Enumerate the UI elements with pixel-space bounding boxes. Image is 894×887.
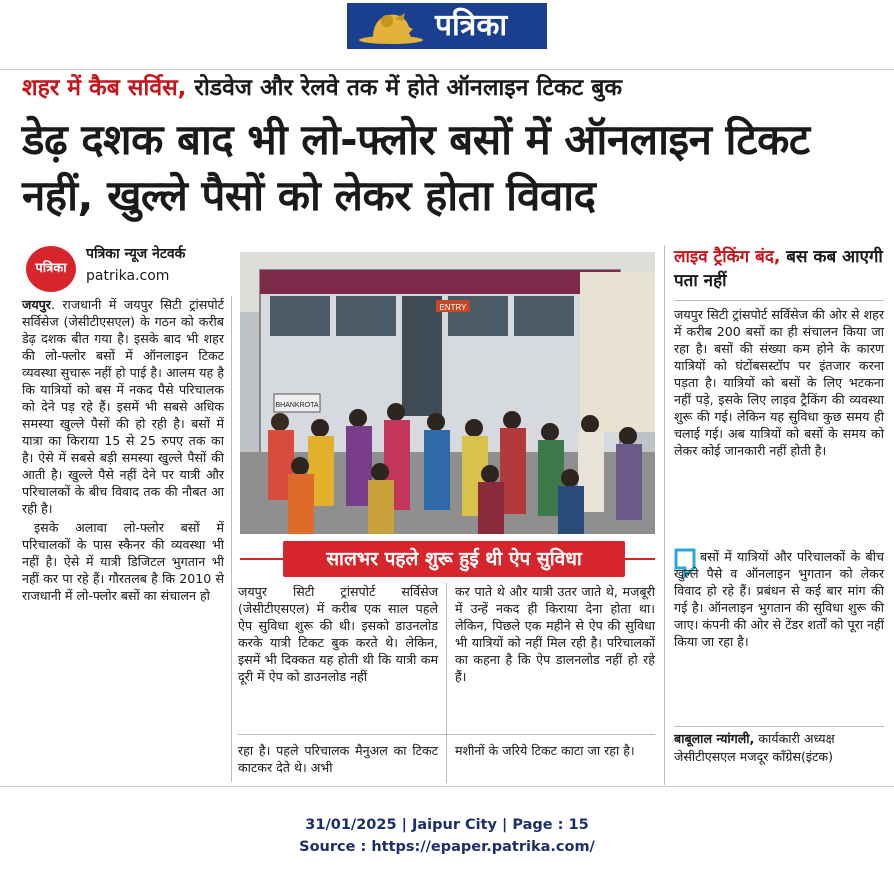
byline-site: patrika.com	[86, 268, 170, 284]
quote-paragraph: बसों में यात्रियों और परिचालकों के बीच खुल्ले पैसे व ऑनलाइन भुगतान को लेकर विवाद हो रहे हैं। प्रबंधन से कई बार मांग की गई है। ऑनलाइन भुगतान की सुविधा शुरू की जाए। कंपनी की ओर से टेंडर शर्तों को पूरा नहीं किया जा रहा है।	[674, 549, 884, 649]
left-paragraph-2: इसके अलावा लो-फ्लोर बसों में परिचालकों के पास स्कैनर की व्यवस्था भी नहीं है। ऐसे में यात्री डिजिटल भुगतान भी नहीं कर पा रहे हैं। गौरतलब है कि 2010 से राजधानी में लो-फ्लोर बसों का संचालन हो	[22, 520, 224, 603]
quote-attribution	[674, 730, 884, 766]
left-paragraph-1-text: . राजधानी में जयपुर सिटी ट्रांसपोर्ट सर्विसेज (जेसीटीएसएल) के गठन को करीब डेढ़ दशक बीत गया है। इसके बाद भी शहर की लो-फ्लोर बसों में ऑनलाइन टिकट व्यवस्था सुचारू नहीं हो पाई है। आलम यह है कि यात्रियों को बस में नकद पैसे परिचालक को देने पड़ रहे हैं। इसमें भी सबसे अधिक समस्या खुल्ले पैसों की हो रही है। बसों में यात्रा का किराया 15 से 25 रुपए तक का है। ऐसे में सबसे बड़ी समस्या खुल्ले पैसों की आती है। खुल्ले पैसे नहीं देने पर यात्री और परिचालकों के बीच विवाद तक की नौबत आ रही है।	[22, 297, 224, 516]
dateline: जयपुर	[22, 297, 51, 312]
sidebar-heading	[674, 245, 884, 293]
sidebar-heading-red: लाइव ट्रैकिंग बंद,	[674, 247, 781, 267]
byline-logo: पत्रिका	[26, 246, 76, 292]
mid-column-d: मशीनों के जरिये टिकट काटा जा रहा है।	[455, 743, 635, 758]
top-rule	[0, 69, 894, 70]
bus-crowd-photo	[240, 252, 655, 534]
subheadline: सालभर पहले शुरू हुई थी ऐप सुविधा	[283, 541, 625, 577]
kicker	[22, 72, 622, 104]
quote-role: कार्यकारी अध्यक्ष जेसीटीएसएल मजदूर कॉंग्रेस(इंटक)	[674, 731, 835, 764]
byline-name: पत्रिका न्यूज नेटवर्क	[86, 246, 186, 262]
masthead-title: पत्रिका	[435, 8, 508, 43]
mid-rule	[238, 734, 655, 735]
news-photo	[240, 252, 655, 534]
footer-info: 31/01/2025 | Jaipur City | Page : 15	[305, 817, 589, 833]
kicker-black: रोडवेज और रेलवे तक में होते ऑनलाइन टिकट बुक	[186, 75, 623, 101]
quote-text	[674, 548, 884, 650]
mid-column-c: रहा है। पहले परिचालक मैनुअल का टिकट काटकर देते थे। अभी	[238, 743, 438, 775]
lion-emblem-icon	[355, 7, 427, 45]
bottom-rule	[0, 786, 894, 787]
headline: डेढ़ दशक बाद भी लो-फ्लोर बसों में ऑनलाइन टिकट नहीं, खुल्ले पैसों को लेकर होता विवाद	[22, 115, 810, 220]
right-divider	[664, 245, 665, 785]
bus-route-board: BHANKROTA	[275, 402, 319, 409]
bus-entry-sign: ENTRY	[439, 303, 467, 312]
footer-source: Source : https://epaper.patrika.com/	[299, 839, 595, 855]
sidebar-text: जयपुर सिटी ट्रांसपोर्ट सर्विसेज की ओर से शहर में करीब 200 बसों का ही संचालन किया जा रहा है। बसों की संख्या कम होने के कारण यात्रियों को घंटोंबसस्टॉप पर इंतजार करना पड़ता है। यात्रियों को बसों के लिए भटकना नहीं पड़े, इसके लिए लाइव ट्रैकिंग की व्यवस्था शुरू की गई। लेकिन यह सुविधा कुछ समय ही चलाई गई। अब यात्रियों को बसों के समय को लेकर कोई जानकारी नहीं होती है।	[674, 307, 884, 458]
quote-rule	[674, 726, 884, 727]
left-paragraph-1	[22, 296, 224, 517]
column-divider	[231, 296, 232, 782]
sidebar-heading-black: बस कब आएगी पता नहीं	[674, 247, 883, 291]
mid-column-a: जयपुर सिटी ट्रांसपोर्ट सर्विसेज (जेसीटीएसएल) में करीब एक साल पहले ऐप सुविधा शुरू की थी। इसको डाउनलोड करके यात्री टिकट बुक करते थे। लेकिन, इसमें भी दिक्कत यह होती थी कि यात्री कम दूरी में ऐप को डाउनलोड नहीं	[238, 584, 438, 684]
mid-divider	[446, 583, 447, 783]
sidebar-rule	[674, 300, 884, 301]
kicker-red: शहर में कैब सर्विस,	[22, 75, 187, 101]
quote-name: बाबूलाल न्यांगली,	[674, 731, 755, 746]
mid-column-b: कर पाते थे और यात्री उतर जाते थे, मजबूरी में उन्हें नकद ही किराया देना होता था। लेकिन, पिछले एक महीने से ऐप की सुविधा भी यात्रियों को नहीं मिल रही है। परिचालकों का कहना है कि ऐप डालनलोड नहीं हो रहे हैं।	[455, 584, 655, 684]
masthead-logo	[347, 3, 547, 49]
left-column	[22, 296, 224, 604]
